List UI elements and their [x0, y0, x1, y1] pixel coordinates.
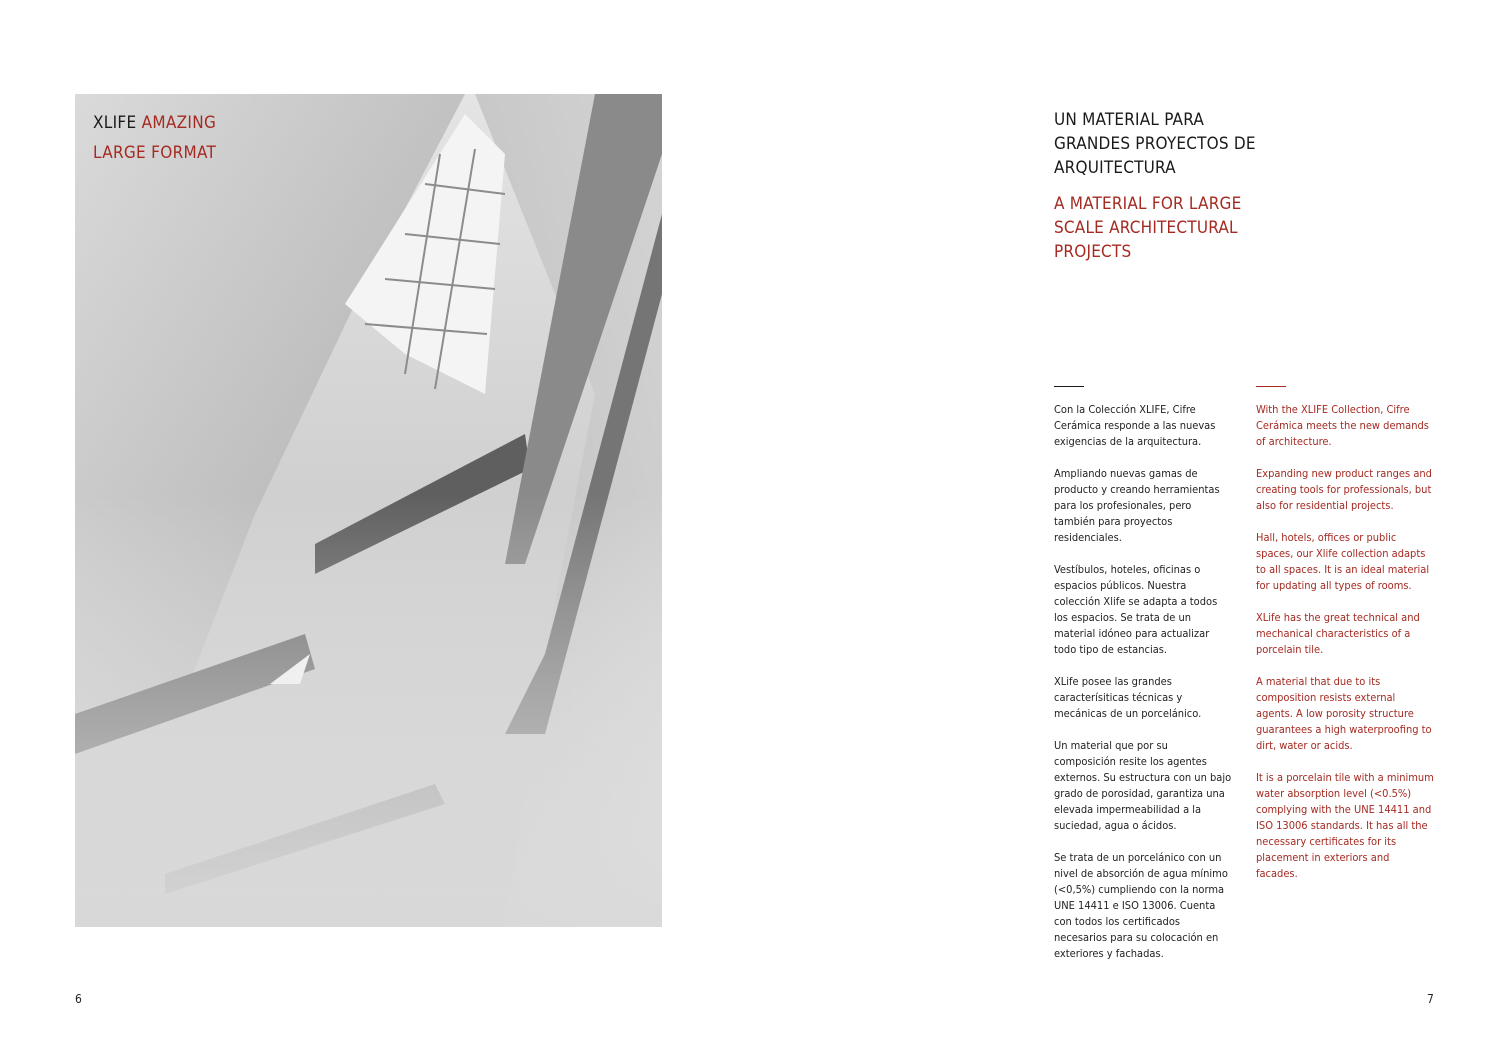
spanish-paragraph: Con la Colección XLIFE, Cifre Cerámica responde a las nuevas exigencias de la arquitectura. [1054, 403, 1216, 448]
english-paragraph: Expanding new product ranges and creating tools for professionals, but also for residential projects. [1256, 467, 1432, 512]
caption-line2: LARGE FORMAT [93, 143, 217, 163]
heading-es-line: ARQUITECTURA [1054, 158, 1176, 178]
column-rule [1256, 386, 1286, 387]
photo-caption [93, 108, 216, 168]
caption-brand: XLIFE [93, 113, 137, 133]
column-rule [1054, 386, 1084, 387]
spanish-paragraph: Un material que por su composición resite los agentes externos. Su estructura con un bajo grado de porosidad, garantiza una elevada impermeabilidad a la suciedad, agua o ácidos. [1054, 739, 1232, 832]
english-paragraph: XLife has the great technical and mechanical characteristics of a porcelain tile. [1256, 611, 1420, 656]
english-paragraph: With the XLIFE Collection, Cifre Cerámica meets the new demands of architecture. [1256, 403, 1429, 448]
spanish-paragraph: Vestíbulos, hoteles, oficinas o espacios públicos. Nuestra colección Xlife se adapta a todos los espacios. Se trata de un material idóneo para actualizar todo tipo de estancias. [1054, 563, 1218, 656]
heading-en-line: A MATERIAL FOR LARGE [1054, 194, 1242, 214]
page-heading [1054, 108, 1284, 264]
spanish-paragraph: XLife posee las grandes caracterísiticas técnicas y mecánicas de un porcelánico. [1054, 675, 1202, 720]
spanish-paragraph: Se trata de un porcelánico con un nivel de absorción de agua mínimo (<0,5%) cumpliendo con la norma UNE 14411 e ISO 13006. Cuenta con todos los certificados necesarios para su colocación en exteriores y fachadas. [1054, 851, 1228, 960]
heading-es-line: UN MATERIAL PARA [1054, 110, 1204, 130]
english-paragraph: It is a porcelain tile with a minimum water absorption level (<0.5%) complying with the UNE 14411 and ISO 13006 standards. It has all the necessary certificates for its placement in exteriors and facades. [1256, 771, 1434, 880]
spanish-paragraph: Ampliando nuevas gamas de producto y creando herramientas para los profesionales, pero también para proyectos residenciales. [1054, 467, 1220, 544]
english-paragraph: A material that due to its composition resists external agents. A low porosity structure guarantees a high waterproofing to dirt, water or acids. [1256, 675, 1432, 752]
heading-spanish [1054, 108, 1284, 180]
english-paragraph: Hall, hotels, offices or public spaces, our Xlife collection adapts to all spaces. It is an ideal material for updating all types of rooms. [1256, 531, 1430, 592]
spanish-column [1054, 386, 1232, 978]
heading-es-line: GRANDES PROYECTOS DE [1054, 134, 1256, 154]
architecture-photo [75, 94, 662, 927]
english-column [1256, 386, 1434, 898]
atrium-illustration [75, 94, 662, 927]
caption-word: AMAZING [141, 113, 217, 133]
page-number-left: 6 [75, 992, 82, 1006]
heading-en-line: SCALE ARCHITECTURAL [1054, 218, 1238, 238]
page-number-right: 7 [1427, 992, 1434, 1006]
heading-en-line: PROJECTS [1054, 242, 1132, 262]
heading-english [1054, 192, 1284, 264]
